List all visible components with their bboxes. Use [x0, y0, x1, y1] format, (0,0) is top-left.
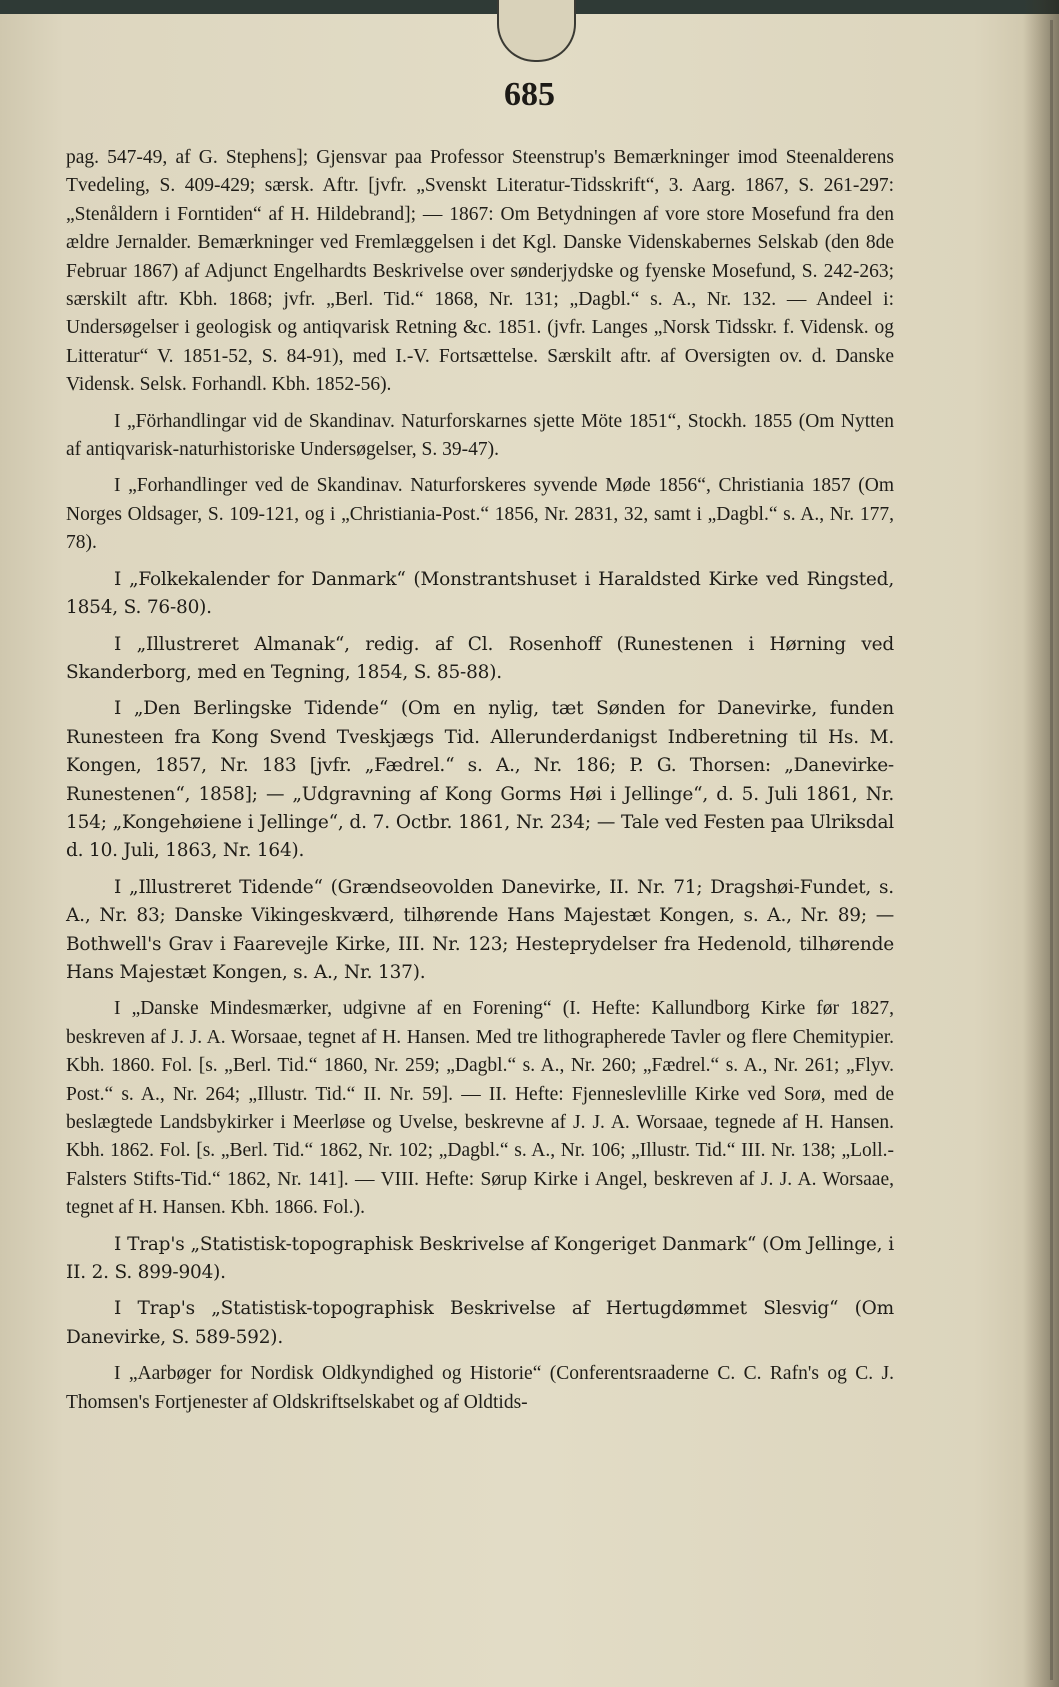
paragraph-forhandlinger-1856: I „Forhandlinger ved de Skandinav. Naturforskeres syvende Møde 1856“, Christiania 1857 (Om Norges Oldsager, S. 109-121, og i „Christiania-Post.“ 1856, Nr. 2831, 32, samt i „Dagbl.“ s. A., Nr. 177, 78).	[66, 475, 894, 554]
paragraph-stephens-continuation: pag. 547-49, af G. Stephens]; Gjensvar paa Professor Steenstrup's Bemærkninger imod Steenalderens Tvedeling, S. 409-429; særsk. Aftr. [jvfr. „Svenskt Literatur-Tidsskrift“, 3. Aarg. 1867, S. 261-297: „Stenåldern i Forntiden“ af H. Hildebrand]; — 1867: Om Betydningen af vore store Mosefund fra den ældre Jernalder. Bemærkninger ved Fremlæggelsen i det Kgl. Danske Videnskabernes Selskab (den 8de Februar 1867) af Adjunct Engelhardts Beskrivelse over sønderjydske og fyenske Mosefund, S. 242-263; særskilt aftr. Kbh. 1868; jvfr. „Berl. Tid.“ 1868, Nr. 131; „Dagbl.“ s. A., Nr. 132. — Andeel i: Undersøgelser i geologisk og antiqvarisk Retning &c. 1851. (jvfr. Langes „Norsk Tidsskr. f. Vidensk. og Litteratur“ V. 1851-52, S. 84-91), med I.-V. Fortsættelse. Særskilt aftr. af Oversigten ov. d. Danske Vidensk. Selsk. Forhandl. Kbh. 1852-56).	[66, 147, 894, 396]
paragraph-trap-slesvig: I Trap's „Statistisk-topographisk Beskrivelse af Hertugdømmet Slesvig“ (Om Danevirke, S. 589-592).	[66, 1298, 894, 1348]
page-right-shadow	[1023, 0, 1059, 1687]
scan-tab-notch	[497, 0, 576, 62]
paragraph-illustreret-tidende: I „Illustreret Tidende“ (Grændseovolden Danevirke, II. Nr. 71; Dragshøi-Fundet, s. A., Nr. 83; Danske Vikingeskværd, tilhørende Hans Majestæt Kongen, s. A., Nr. 89; — Bothwell's Grav i Faarevejle Kirke, III. Nr. 123; Hesteprydelser fra Hedenold, tilhørende Hans Majestæt Kongen, s. A., Nr. 137).	[66, 876, 894, 983]
paragraph-trap-danmark: I Trap's „Statistisk-topographisk Beskrivelse af Kongeriget Danmark“ (Om Jellinge, i II. 2. S. 899-904).	[66, 1233, 894, 1284]
paragraph-danske-mindesmaerker: I „Danske Mindesmærker, udgivne af en Forening“ (I. Hefte: Kallundborg Kirke før 1827, beskreven af J. J. A. Worsaae, tegnet af H. Hansen. Med tre lithographerede Tavler og flere Chemitypier. Kbh. 1860. Fol. [s. „Berl. Tid.“ 1860, Nr. 259; „Dagbl.“ s. A., Nr. 260; „Fædrel.“ s. A., Nr. 261; „Flyv. Post.“ s. A., Nr. 264; „Illustr. Tid.“ II. Nr. 59]. — II. Hefte: Fjenneslevlille Kirke ved Sorø, med de beslægtede Landsbykirker i Meerløse og Uvelse, beskrevne af J. J. A. Worsaae, tegnede af H. Hansen. Kbh. 1862. Fol. [s. „Berl. Tid.“ 1862, Nr. 102; „Dagbl.“ s. A., Nr. 106; „Illustr. Tid.“ III. Nr. 138; „Loll.-Falsters Stifts-Tid.“ 1862, Nr. 141]. — VIII. Hefte: Sørup Kirke i Angel, beskreven af J. J. A. Worsaae, tegnet af H. Hansen. Kbh. 1866. Fol.).	[66, 998, 894, 1219]
page-number: 685	[504, 76, 555, 113]
body-text	[66, 144, 894, 1425]
binding-strip	[1050, 20, 1053, 1680]
paragraph-illustreret-almanak: I „Illustreret Almanak“, redig. af Cl. Rosenhoff (Runestenen i Hørning ved Skanderborg, med en Tegning, 1854, S. 85-88).	[66, 633, 894, 683]
paragraph-berlingske-tidende: I „Den Berlingske Tidende“ (Om en nylig, tæt Sønden for Danevirke, funden Runesteen fra Kong Svend Tveskjægs Tid. Allerunderdanigst Indberetning til Hs. M. Kongen, 1857, Nr. 183 [jvfr. „Fædrel.“ s. A., Nr. 186; P. G. Thorsen: „Danevirke-Runestenen“, 1858]; — „Udgravning af Kong Gorms Høi i Jellinge“, d. 5. Juli 1861, Nr. 154; „Kongehøiene i Jellinge“, d. 7. Octbr. 1861, Nr. 234; — Tale ved Festen paa Ulriksdal d. 10. Juli, 1863, Nr. 164).	[66, 698, 894, 862]
paragraph-forhandlingar-1851: I „Förhandlingar vid de Skandinav. Naturforskarnes sjette Möte 1851“, Stockh. 1855 (Om Nytten af antiqvarisk-naturhistoriske Undersøgelser, S. 39-47).	[66, 410, 894, 461]
paragraph-aarboger: I „Aarbøger for Nordisk Oldkyndighed og Historie“ (Conferentsraaderne C. C. Rafn's og C. J. Thomsen's Fortjenester af Oldskriftselskabet og af Oldtids-	[66, 1363, 894, 1413]
paragraph-folkekalender: I „Folkekalender for Danmark“ (Monstrantshuset i Haraldsted Kirke ved Ringsted, 1854, S. 76-80).	[66, 568, 894, 619]
